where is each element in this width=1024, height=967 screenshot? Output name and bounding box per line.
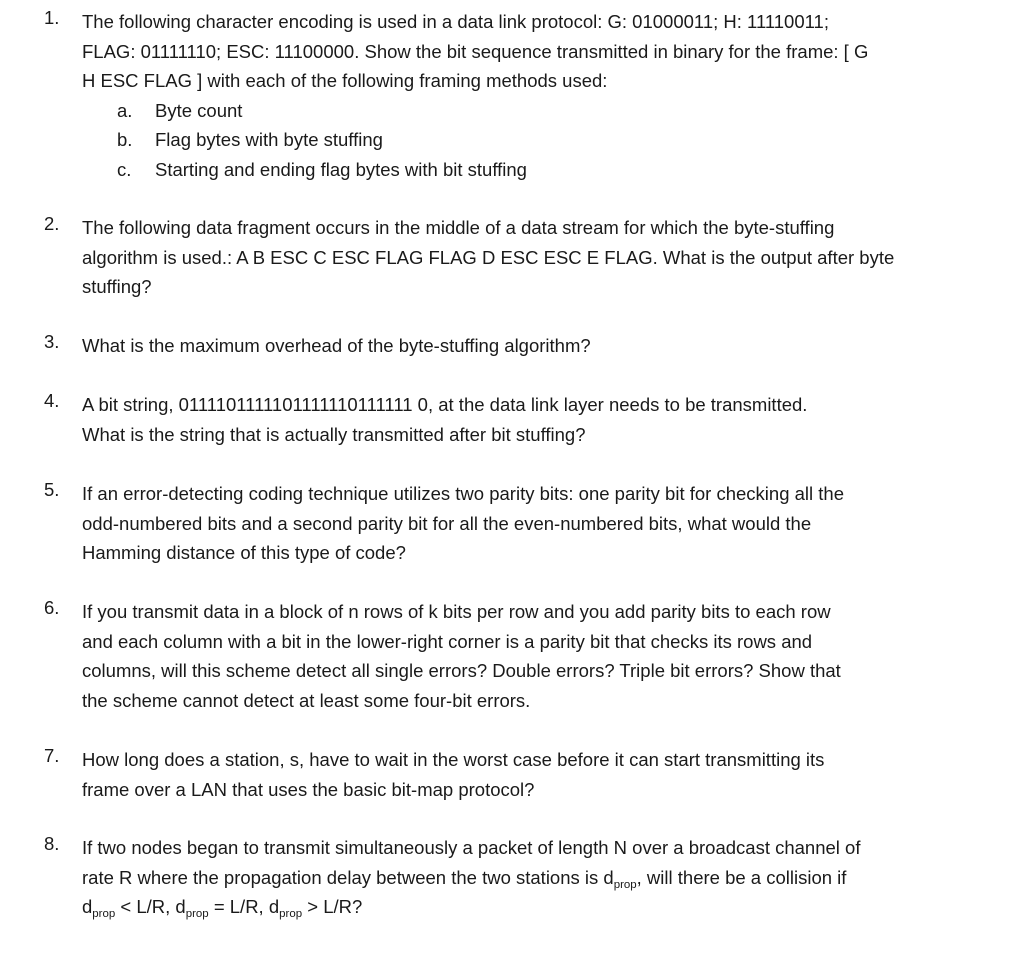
question-number: 6.: [44, 597, 60, 618]
question-number: 8.: [44, 833, 60, 854]
question-text-line: stuffing?: [82, 276, 152, 297]
question-number: 5.: [44, 479, 60, 500]
subscript: prop: [185, 908, 209, 920]
question-text-line: A bit string, 0111101111101111110111111 0, at the data link layer needs to be transmitted.: [82, 394, 808, 415]
subitem-text: Starting and ending flag bytes with bit stuffing: [155, 159, 527, 180]
question-number: 4.: [44, 390, 60, 411]
question-text-line: How long does a station, s, have to wait in the worst case before it can start transmitting its: [82, 749, 825, 770]
question-number: 7.: [44, 745, 60, 766]
question-text-line: [82, 892, 982, 922]
question-number: 2.: [44, 213, 60, 234]
question-text-line: algorithm is used.: A B ESC C ESC FLAG FLAG D ESC ESC E FLAG. What is the output after byte: [82, 246, 895, 268]
subitem-letter: b.: [117, 129, 133, 150]
question-text-line: What is the maximum overhead of the byte-stuffing algorithm?: [82, 335, 591, 356]
text-run: d: [175, 896, 186, 917]
question-text-line: columns, will this scheme detect all single errors? Double errors? Triple bit errors? Show that: [82, 660, 841, 681]
text-run: > L/R?: [302, 896, 363, 917]
subitem-b: [0, 125, 600, 155]
text-run: , will there be a collision if: [636, 866, 847, 888]
text-run: < L/R,: [115, 896, 176, 917]
question-text-line: The following data fragment occurs in the middle of a data stream for which the byte-stuffing: [82, 217, 835, 238]
question-text-line: The following character encoding is used in a data link protocol: G: 01000011; H: 11110011;: [82, 11, 829, 32]
subitem-c: [0, 155, 600, 185]
question-text-line: If you transmit data in a block of n rows of k bits per row and you add parity bits to each row: [82, 601, 831, 622]
question-text-line: and each column with a bit in the lower-right corner is a parity bit that checks its rows and: [82, 630, 813, 652]
question-text-line: [82, 863, 982, 893]
text-run: rate R where the propagation delay between the two stations is d: [82, 866, 614, 888]
subscript: prop: [279, 908, 303, 920]
text-run: = L/R,: [208, 896, 269, 917]
question-text-line: frame over a LAN that uses the basic bit-map protocol?: [82, 778, 535, 800]
question-number: 3.: [44, 331, 60, 352]
question-text-line: If two nodes began to transmit simultaneously a packet of length N over a broadcast channel of: [82, 837, 861, 858]
subitem-a: [0, 96, 600, 126]
question-text-line: odd-numbered bits and a second parity bit for all the even-numbered bits, what would the: [82, 512, 812, 534]
subitem-text: Flag bytes with byte stuffing: [155, 129, 383, 150]
question-text-line: Hamming distance of this type of code?: [82, 542, 406, 563]
question-text-line: What is the string that is actually transmitted after bit stuffing?: [82, 423, 586, 445]
subscript: prop: [613, 878, 637, 891]
question-text-line: If an error-detecting coding technique utilizes two parity bits: one parity bit for checking all the: [82, 483, 844, 504]
text-run: d: [82, 896, 93, 917]
subscript: prop: [92, 908, 116, 920]
subitem-letter: c.: [117, 159, 132, 180]
subitem-text: Byte count: [155, 100, 243, 121]
question-text-line: H ESC FLAG ] with each of the following framing methods used:: [82, 70, 608, 91]
question-text-line: FLAG: 01111110; ESC: 11100000. Show the bit sequence transmitted in binary for the frame: [ G: [82, 40, 869, 62]
text-run: d: [268, 896, 280, 917]
subitem-letter: a.: [117, 100, 133, 121]
question-number: 1.: [44, 7, 60, 28]
question-text-line: the scheme cannot detect at least some four-bit errors.: [82, 689, 531, 711]
